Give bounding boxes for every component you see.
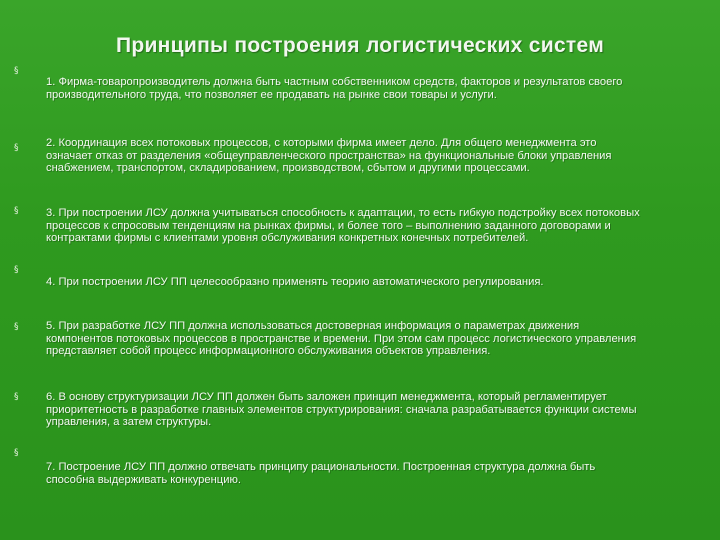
principle-item-3: 3. При построении ЛСУ должна учитываться способность к адаптации, то есть гибкую подстройку всех потоковых процессов к спросовым тенденциям на рынках фирмы, и более того – выполнению заданного договорами и контрактами фирмы с клиентами уровня обслуживания конкретных конечных потребителей. [46,207,640,245]
square-bullet-icon: § [14,392,19,402]
square-bullet-icon: § [14,206,19,216]
square-bullet-icon: § [14,66,19,76]
principle-item-1: 1. Фирма-товаропроизводитель должна быть частным собственником средств, факторов и результатов своего производительного труда, что позволяет ее продавать на рынке свои товары и услуги. [46,76,623,101]
principle-item-2: 2. Координация всех потоковых процессов, с которыми фирма имеет дело. Для общего менеджмента это означает отказ от разделения «общеуправленческого пространства» на функциональные блоки управления снабжением, транспортом, складированием, производством, сбытом и другими процессами. [46,137,612,175]
slide-title: Принципы построения логистических систем [115,34,605,57]
square-bullet-icon: § [14,448,19,458]
square-bullet-icon: § [14,265,19,275]
principle-item-4: 4. При построении ЛСУ ПП целесообразно применять теорию автоматического регулирования. [46,276,544,288]
principle-item-5: 5. При разработке ЛСУ ПП должна использоваться достоверная информация о параметрах движения компонентов потоковых процессов в пространстве и времени. При этом сам процесс логистического управления представляет собой процесс информационного обслуживания объектов управления. [46,320,637,358]
square-bullet-icon: § [14,143,19,153]
principle-item-6: 6. В основу структуризации ЛСУ ПП должен быть заложен принцип менеджмента, который регламентирует приоритетность в разработке главных элементов структурирования: сначала разрабатывается функции системы управления, а затем структуры. [46,391,637,429]
principle-item-7: 7. Построение ЛСУ ПП должно отвечать принципу рациональности. Построенная структура должна быть способна выдерживать конкуренцию. [46,461,596,486]
square-bullet-icon: § [14,322,19,332]
